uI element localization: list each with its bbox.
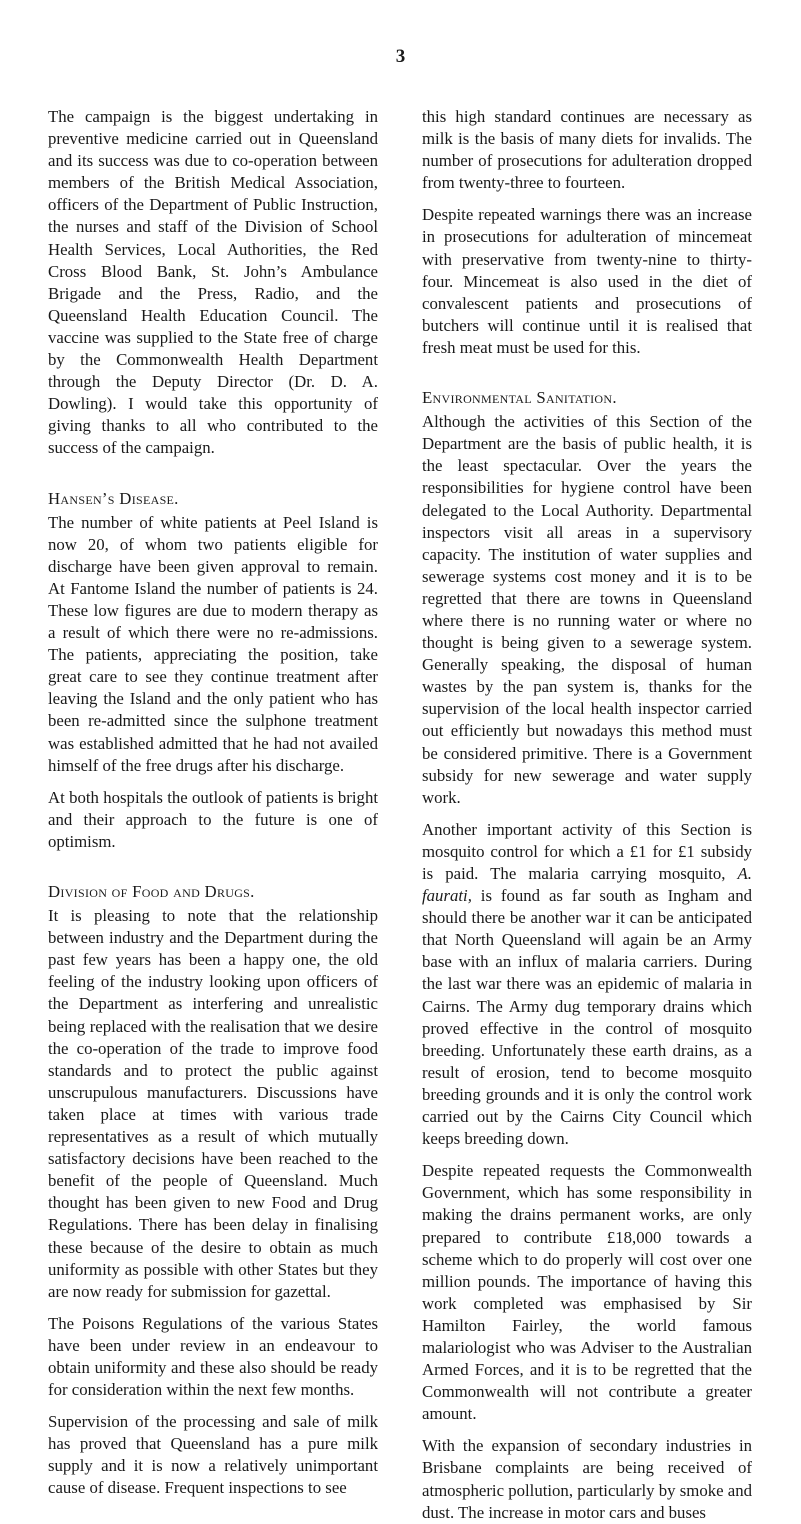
right-column — [422, 106, 752, 1524]
milk-continuation-paragraph: this high standard continues are necessary as milk is the basis of many diets for invalids. The number of prosecutions for adulteration dropped from twenty-three to fourteen. — [422, 107, 752, 193]
environmental-paragraph-2 — [422, 819, 752, 1150]
environmental-paragraph-1: Although the activities of this Section of the Department are the basis of public health, it is the least spectacular. Over the years the responsibilities for hygiene control have been delegated to the Local Authority. Departmental inspectors visit all areas in a supervisory capacity. The institution of water supplies and sewerage systems cost money and it is to be regretted that there are towns in Queensland where there is no running water or where no thought is being given to a sewerage system. Generally speaking, the disposal of human wastes by the pan system is, thanks for the supervision of the local health inspector carried out efficiently but nowadays this method must be considered primitive. There is a Government subsidy for new sewerage and water supply work. — [422, 412, 752, 807]
page-number: 3 — [395, 46, 406, 67]
hansens-paragraph-1: The number of white patients at Peel Island is now 20, of whom two patients eligible for discharge have been given approval to remain. At Fantome Island the number of patients is 24. These low figures are due to modern therapy as a result of which there were no re-admissions. The patients, appreciating the position, take great care to see they continue treatment after leaving the Island and the only patient who has been re-admitted since the sulphone treatment was established admitted that he had not availed himself of the free drugs after his discharge. — [48, 512, 378, 775]
environmental-paragraph-4: With the expansion of secondary industries in Brisbane complaints are being received of atmospheric pollution, particularly by smoke and dust. The increase in motor cars and buses — [422, 1436, 752, 1522]
intro-paragraph: The campaign is the biggest undertaking in preventive medicine carried out in Queensland and its success was due to co-operation between members of the British Medical Association, officers of the Department of Public Instruction, the nurses and staff of the Division of School Health Services, Local Authorities, the Red Cross Blood Bank, St. John’s Ambulance Brigade and the Press, Radio, and the Queensland Health Education Council. The vaccine was supplied to the State free of charge by the Commonwealth Health Department through the Deputy Director (Dr. D. A. Dowling). I would take this opportunity of giving thanks to all who contributed to the success of the campaign. — [48, 107, 378, 458]
section-heading-food-and-drugs: Division of Food and Drugs. — [48, 882, 255, 901]
food-paragraph-2: The Poisons Regulations of the various States have been under review in an endeavour to obtain uniformity and these also should be ready for consideration within the next few months. — [48, 1313, 378, 1400]
environmental-paragraph-3: Despite repeated requests the Commonwealth Government, which has some responsibility in making the drains permanent works, are only prepared to contribute £18,000 towards a scheme which to do properly will cost over one million pounds. The importance of having this work completed was emphasised by Sir Hamilton Fairley, the world famous malariologist who was Adviser to the Australian Armed Forces, and it is to be regretted that the Commonwealth will not contribute a greater amount. — [422, 1161, 752, 1424]
species-name: A. faurati, — [422, 864, 752, 906]
mincemeat-paragraph: Despite repeated warnings there was an increase in prosecutions for adulteration of mincemeat with preservative from twenty-nine to thirty-four. Mincemeat is also used in the diet of convalescent patients and prosecutions of butchers will continue until it is realised that fresh meat must be used for this. — [422, 205, 752, 357]
mosquito-text-a: Another important activity of this Section is mosquito control for which a £1 for £1 subsidy is paid. The malaria carrying mosquito, — [422, 819, 752, 883]
section-heading-environmental-sanitation: Environmental Sanitation. — [422, 388, 617, 408]
section-heading-hansens-disease: Hansen’s Disease. — [48, 488, 179, 508]
mosquito-text-b: is found as far south as Ingham and should there be another war it can be anticipated that North Queensland will again be an Army base with an influx of malaria carriers. During the last war there was an epidemic of malaria in Cairns. The Army dug temporary drains which proved effective in the control of mosquito breeding. Unfortunately these earth drains, as a result of erosion, tend to become mosquito breeding grounds and it is only the control work carried out by the Cairns City Council which keeps breeding down. — [422, 886, 752, 1149]
hansens-paragraph-2: At both hospitals the outlook of patients is bright and their approach to the future is one of optimism. — [48, 787, 378, 851]
food-paragraph-1: It is pleasing to note that the relationship between industry and the Department during the past few years has been a happy one, the old feeling of the industry looking upon officers of the Department as interfering and unrealistic being replaced with the realisation that we desire the co-operation of the trade to improve food standards and to protect the public against unscrupulous manufacturers. Discussions have taken place at times with various trade representatives as a result of which mutually satisfactory decisions have been reached to the benefit of the people of Queensland. Much thought has been given to new Food and Drug Regulations. There has been delay in finalising these because of the desire to obtain as much uniformity as possible with other States but they are now ready for submission for gazettal. — [48, 906, 378, 1301]
food-paragraph-3: Supervision of the processing and sale of milk has proved that Queensland has a pure milk supply and it is now a relatively unimportant cause of disease. Frequent inspections to see — [48, 1412, 378, 1498]
left-column — [48, 106, 378, 1500]
